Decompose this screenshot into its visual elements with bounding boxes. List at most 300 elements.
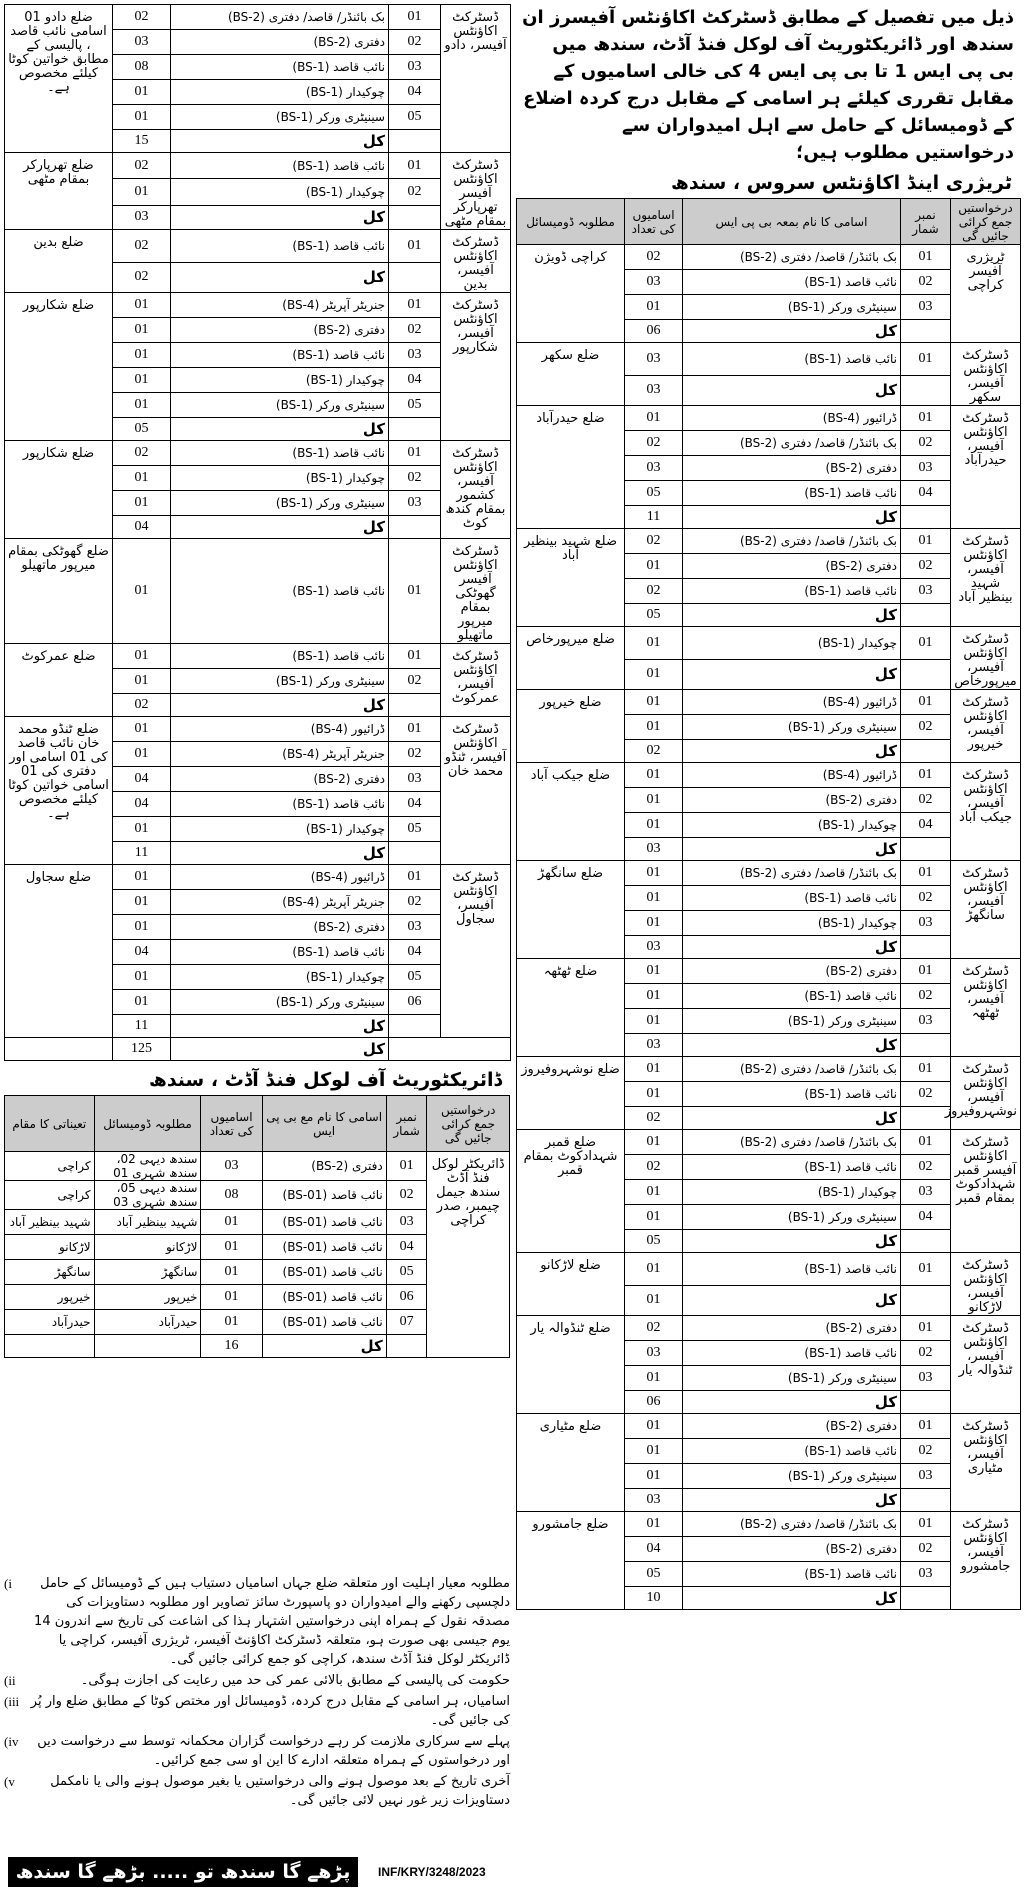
serial-cell: 02 [389, 742, 441, 767]
total-label: کل [683, 659, 901, 689]
blank-cell [901, 320, 951, 343]
post-cell: نائب قاصد (BS-01) [262, 1310, 386, 1335]
post-cell: چوکیدار (BS-1) [683, 911, 901, 936]
serial-cell: 01 [389, 441, 441, 466]
count-cell: 02 [113, 230, 171, 263]
post-cell: سینیٹری ورکر (BS-1) [171, 105, 389, 130]
post-cell: نائب قاصد (BS-1) [171, 55, 389, 80]
serial-cell: 01 [389, 865, 441, 890]
table-row [517, 763, 1021, 788]
post-cell: نائب قاصد (BS-1) [171, 644, 389, 669]
post-cell: سینیٹری ورکر (BS-1) [683, 1366, 901, 1391]
post-cell: جنریٹر آپریٹر (BS-4) [171, 293, 389, 318]
domicile-cell: ضلع شکارپور [5, 441, 113, 539]
table-row [517, 690, 1021, 715]
blank-cell [389, 130, 441, 153]
serial-cell: 05 [389, 393, 441, 418]
total-value: 02 [625, 740, 683, 763]
serial-cell: 01 [901, 1316, 951, 1341]
footer [8, 1857, 508, 1887]
domicile-cell: سندھ دیہی 05، سندھ شہری 03 [94, 1181, 201, 1210]
post-cell: نائب قاصد (BS-1) [683, 481, 901, 506]
post-cell: چوکیدار (BS-1) [171, 817, 389, 842]
total-value: 06 [625, 1391, 683, 1414]
blank-cell [901, 375, 951, 405]
note-number: (i [4, 1576, 12, 1591]
serial-cell: 01 [901, 343, 951, 376]
count-cell: 01 [201, 1210, 262, 1235]
total-value: 06 [625, 320, 683, 343]
count-cell: 04 [625, 1537, 683, 1562]
table-row [517, 861, 1021, 886]
serial-cell: 04 [901, 813, 951, 838]
count-cell: 01 [625, 406, 683, 431]
domicile-cell: ضلع خیرپور [517, 690, 625, 763]
dir-header-station: تعیناتی کا مقام [5, 1096, 95, 1152]
blank-cell [901, 1230, 951, 1253]
post-cell: نائب قاصد (BS-01) [262, 1285, 386, 1310]
office-cell: ڈسٹرکٹ اکاؤنٹس آفیسر، ٹھٹھہ [951, 959, 1021, 1057]
serial-cell: 07 [386, 1310, 427, 1335]
post-cell: سینیٹری ورکر (BS-1) [683, 1464, 901, 1489]
domicile-cell: ضلع سانگھڑ [517, 861, 625, 959]
domicile-cell: ضلع گھوٹکی بمقام میرپور ماتھیلو [5, 539, 113, 644]
serial-cell: 03 [389, 491, 441, 516]
serial-cell: 02 [901, 1537, 951, 1562]
right-column [516, 4, 1020, 1610]
total-label: کل [171, 262, 389, 292]
post-cell: چوکیدار (BS-1) [171, 965, 389, 990]
total-value: 15 [113, 130, 171, 153]
total-label: کل [171, 1015, 389, 1038]
station-cell: شہید بینظیر آباد [5, 1210, 95, 1235]
table-row [517, 245, 1021, 270]
count-cell: 05 [625, 1562, 683, 1587]
total-value: 11 [625, 506, 683, 529]
note-item [4, 1692, 510, 1730]
serial-cell: 01 [901, 627, 951, 660]
table-row [517, 1414, 1021, 1439]
count-cell: 01 [625, 788, 683, 813]
serial-cell: 02 [389, 318, 441, 343]
blank-cell [389, 418, 441, 441]
total-value: 10 [625, 1587, 683, 1610]
office-cell: ڈسٹرکٹ اکاؤنٹس آفیسر، خیرپور [951, 690, 1021, 763]
serial-cell: 01 [389, 153, 441, 179]
serial-cell: 01 [389, 539, 441, 644]
treasury-heading: ٹریژری اینڈ اکاؤنٹس سروس ، سندھ [671, 172, 1012, 194]
blank-cell [389, 516, 441, 539]
blank-cell [901, 659, 951, 689]
serial-cell: 01 [901, 959, 951, 984]
table-row [5, 153, 511, 179]
dir-header-domicile: مطلوبہ ڈومیسائل [94, 1096, 201, 1152]
post-cell: نائب قاصد (BS-1) [683, 343, 901, 376]
blank-cell [901, 1034, 951, 1057]
serial-cell: 02 [389, 30, 441, 55]
post-cell: نائب قاصد (BS-1) [171, 539, 389, 644]
note-item [4, 1574, 510, 1669]
count-cell: 01 [201, 1285, 262, 1310]
table-row [5, 865, 511, 890]
post-cell: بک بائنڈر/ قاصد/ دفتری (BS-2) [683, 529, 901, 554]
note-text: پہلے سے سرکاری ملازمت کر رہے درخواست گزاران محکمانہ توسط سے درخواست دیں اور درخواستوں کے ہمراہ متعلقہ ادارے کا این او سی جمع کرائیں۔ [37, 1734, 510, 1768]
serial-cell: 04 [389, 80, 441, 105]
post-cell: نائب قاصد (BS-01) [262, 1235, 386, 1260]
blank-cell [389, 694, 441, 717]
total-value: 05 [625, 1230, 683, 1253]
total-label: کل [683, 740, 901, 763]
count-cell: 01 [113, 915, 171, 940]
serial-cell: 02 [389, 669, 441, 694]
count-cell: 02 [113, 441, 171, 466]
count-cell: 01 [625, 984, 683, 1009]
post-cell: سینیٹری ورکر (BS-1) [683, 715, 901, 740]
post-cell: سینیٹری ورکر (BS-1) [171, 393, 389, 418]
count-cell: 02 [625, 245, 683, 270]
serial-cell: 06 [386, 1285, 427, 1310]
post-cell: سینیٹری ورکر (BS-1) [171, 990, 389, 1015]
total-label: کل [171, 694, 389, 717]
domicile-cell: ضلع شہید بینظیر آباد [517, 529, 625, 627]
table-row [5, 539, 511, 644]
domicile-cell: سانگھڑ [94, 1260, 201, 1285]
post-cell: بک بائنڈر/ قاصد/ دفتری (BS-2) [683, 431, 901, 456]
domicile-cell: ضلع ٹنڈو محمد خان نائب قاصد کی 01 اسامی اور دفتری کی 01 اسامی خواتین کوٹا کیلئے مخصوص ہے۔ [5, 717, 113, 865]
post-cell: دفتری (BS-2) [683, 788, 901, 813]
serial-cell: 04 [901, 1205, 951, 1230]
blank-cell [389, 842, 441, 865]
blank-cell [389, 205, 441, 229]
total-label: کل [171, 130, 389, 153]
table-row [517, 959, 1021, 984]
domicile-cell: لاڑکانو [94, 1235, 201, 1260]
post-cell: نائب قاصد (BS-1) [171, 441, 389, 466]
post-cell: ڈرائیور (BS-4) [683, 406, 901, 431]
count-cell: 01 [113, 990, 171, 1015]
count-cell: 01 [113, 890, 171, 915]
total-value: 05 [113, 418, 171, 441]
domicile-cell: ضلع لاڑکانو [517, 1253, 625, 1316]
post-cell: دفتری (BS-2) [171, 767, 389, 792]
office-cell: ڈسٹرکٹ اکاؤنٹس آفیسر، ٹنڈو محمد خان [441, 717, 511, 865]
note-number: (ii [4, 1673, 16, 1688]
serial-cell: 02 [901, 431, 951, 456]
count-cell: 01 [625, 295, 683, 320]
blank-cell [5, 1335, 95, 1358]
total-value: 01 [625, 659, 683, 689]
count-cell: 01 [113, 865, 171, 890]
total-label: کل [683, 604, 901, 627]
count-cell: 03 [625, 456, 683, 481]
post-cell: نائب قاصد (BS-1) [683, 984, 901, 1009]
total-value: 11 [113, 1015, 171, 1038]
serial-cell: 04 [389, 368, 441, 393]
serial-cell: 02 [386, 1181, 427, 1210]
directorate-table [4, 1095, 510, 1358]
station-cell: سانگھڑ [5, 1260, 95, 1285]
total-value: 04 [113, 516, 171, 539]
serial-cell: 01 [901, 1414, 951, 1439]
count-cell: 01 [625, 886, 683, 911]
post-cell: سینیٹری ورکر (BS-1) [171, 669, 389, 694]
blank-cell [901, 838, 951, 861]
post-cell: نائب قاصد (BS-01) [262, 1181, 386, 1210]
serial-cell: 01 [901, 406, 951, 431]
count-cell: 01 [113, 105, 171, 130]
post-cell: بک بائنڈر/ قاصد/ دفتری (BS-2) [683, 245, 901, 270]
serial-cell: 03 [901, 579, 951, 604]
count-cell: 01 [625, 1253, 683, 1286]
serial-cell: 03 [389, 767, 441, 792]
table-row [517, 1130, 1021, 1155]
post-cell: دفتری (BS-2) [683, 959, 901, 984]
station-cell: کراچی [5, 1181, 95, 1210]
serial-cell: 01 [901, 1253, 951, 1286]
table-row [517, 529, 1021, 554]
serial-cell: 01 [389, 5, 441, 30]
post-cell: ڈرائیور (BS-4) [683, 690, 901, 715]
blank-cell [901, 1391, 951, 1414]
office-cell: ڈسٹرکٹ اکاؤنٹس آفیسر، مٹیاری [951, 1414, 1021, 1512]
office-cell: ڈسٹرکٹ اکاؤنٹس آفیسر، شکارپور [441, 293, 511, 441]
serial-cell: 02 [901, 1082, 951, 1107]
office-cell: ڈسٹرکٹ اکاؤنٹس آفیسر، کشمور بمقام کندھ کوٹ [441, 441, 511, 539]
total-label: کل [171, 205, 389, 229]
count-cell: 08 [201, 1181, 262, 1210]
count-cell: 02 [625, 1155, 683, 1180]
post-cell: ڈرائیور (BS-4) [683, 763, 901, 788]
intro-paragraph: ذیل میں تفصیل کے مطابق ڈسٹرکٹ اکاؤنٹس آفیسرز ان سندھ اور ڈائریکٹوریٹ آف لوکل فنڈ آڈٹ، سندھ میں بی پی ایس 1 تا بی پی ایس 4 کی خالی اسامیوں کے مقابل تقرری کیلئے ہر اسامی کے مقابل درج کردہ اضلاع کے ڈومیسائل کے حامل سے اہل امیدواران سے درخواستیں مطلوب ہیں؛ [522, 7, 1014, 163]
office-cell: ڈسٹرکٹ اکاؤنٹس آفیسر، جیکب آباد [951, 763, 1021, 861]
total-label: کل [683, 1391, 901, 1414]
total-value: 11 [113, 842, 171, 865]
table-row [5, 717, 511, 742]
note-number: (v [4, 1774, 15, 1789]
domicile-cell: ضلع حیدرآباد [517, 406, 625, 529]
domicile-cell: کراچی ڈویژن [517, 245, 625, 343]
serial-cell: 01 [389, 230, 441, 263]
count-cell: 03 [625, 1341, 683, 1366]
blank-cell [389, 1015, 441, 1038]
total-label: کل [171, 842, 389, 865]
total-label: کل [683, 1489, 901, 1512]
post-cell: نائب قاصد (BS-1) [683, 1253, 901, 1286]
post-cell: دفتری (BS-2) [683, 456, 901, 481]
dir-header-count: اسامیوں کی تعداد [201, 1096, 262, 1152]
serial-cell: 04 [389, 940, 441, 965]
dir-header-office: درخواستیں جمع کرائی جائیں گی [427, 1096, 510, 1152]
total-value: 03 [625, 1034, 683, 1057]
post-cell: نائب قاصد (BS-1) [683, 579, 901, 604]
count-cell: 01 [113, 742, 171, 767]
domicile-cell: ضلع سجاول [5, 865, 113, 1038]
serial-cell: 02 [901, 715, 951, 740]
serial-cell: 03 [901, 1562, 951, 1587]
post-cell: دفتری (BS-2) [171, 30, 389, 55]
domicile-cell: ضلع قمبر شہدادکوٹ بمقام قمبر [517, 1130, 625, 1253]
total-value: 02 [113, 694, 171, 717]
serial-cell: 03 [389, 915, 441, 940]
note-text: اسامیاں، ہر اسامی کے مقابل درج کردہ، ڈومیسائل اور مختص کوٹا کے مطابق ضلع وار پُر کی جائیں گی۔ [30, 1694, 510, 1728]
dir-header-serial: نمبر شمار [386, 1096, 427, 1152]
serial-cell: 01 [901, 763, 951, 788]
count-cell: 01 [625, 1009, 683, 1034]
office-cell: ڈسٹرکٹ اکاؤنٹس آفیسر، ٹنڈوالہ یار [951, 1316, 1021, 1414]
note-item [4, 1772, 510, 1810]
post-cell: نائب قاصد (BS-1) [171, 153, 389, 179]
post-cell: دفتری (BS-2) [262, 1152, 386, 1181]
count-cell: 01 [201, 1310, 262, 1335]
count-cell: 03 [201, 1152, 262, 1181]
office-cell: ڈسٹرکٹ اکاؤنٹس آفیسر، شہید بینظیر آباد [951, 529, 1021, 627]
post-cell: بک بائنڈر/ قاصد/ دفتری (BS-2) [683, 1130, 901, 1155]
note-number: (iii [4, 1694, 20, 1709]
table-row [5, 230, 511, 263]
total-value: 03 [625, 375, 683, 405]
district-table-continued [4, 4, 511, 1061]
dir-total-label: کل [262, 1335, 386, 1358]
serial-cell: 03 [901, 1366, 951, 1391]
count-cell: 01 [201, 1260, 262, 1285]
post-cell: نائب قاصد (BS-01) [262, 1210, 386, 1235]
serial-cell: 02 [389, 890, 441, 915]
note-item [4, 1671, 510, 1690]
total-label: کل [683, 1230, 901, 1253]
header-serial: نمبر شمار [901, 199, 951, 245]
serial-cell: 01 [901, 1130, 951, 1155]
domicile-cell: خیرپور [94, 1285, 201, 1310]
dir-row [5, 1152, 510, 1181]
serial-cell: 02 [901, 788, 951, 813]
office-cell: ڈسٹرکٹ اکاؤنٹس آفیسر، حیدرآباد [951, 406, 1021, 529]
office-cell: ڈسٹرکٹ اکاؤنٹس آفیسر، نوشہروفیروز [951, 1057, 1021, 1130]
serial-cell: 02 [389, 179, 441, 205]
left-column [4, 4, 510, 1358]
post-cell: نائب قاصد (BS-1) [171, 343, 389, 368]
serial-cell: 04 [386, 1235, 427, 1260]
blank-cell [386, 1335, 427, 1358]
office-cell: ڈسٹرکٹ اکاؤنٹس آفیسر، سکھر [951, 343, 1021, 406]
station-cell: لاڑکانو [5, 1235, 95, 1260]
header-domicile: مطلوبہ ڈومیسائل [517, 199, 625, 245]
total-value: 03 [113, 205, 171, 229]
post-cell: سینیٹری ورکر (BS-1) [171, 491, 389, 516]
blank-cell [901, 1489, 951, 1512]
total-label: کل [683, 320, 901, 343]
total-label: کل [683, 375, 901, 405]
blank-cell [901, 1107, 951, 1130]
post-cell: سینیٹری ورکر (BS-1) [683, 1205, 901, 1230]
terms-notes [4, 1574, 510, 1812]
count-cell: 01 [113, 393, 171, 418]
count-cell: 01 [113, 669, 171, 694]
station-cell: خیرپور [5, 1285, 95, 1310]
domicile-cell: ضلع دادو 01 اسامی نائب قاصد ، پالیسی کے مطابق خواتین کوٹا کیلئے مخصوص ہے۔ [5, 5, 113, 153]
count-cell: 04 [113, 767, 171, 792]
header-post: اسامی کا نام بمعہ بی پی ایس [683, 199, 901, 245]
count-cell: 02 [625, 529, 683, 554]
post-cell: بک بائنڈر/ قاصد/ دفتری (BS-2) [683, 861, 901, 886]
total-label: کل [171, 516, 389, 539]
serial-cell: 02 [901, 984, 951, 1009]
blank-cell [389, 1038, 511, 1061]
count-cell: 01 [625, 1366, 683, 1391]
serial-cell: 03 [901, 911, 951, 936]
serial-cell: 05 [386, 1260, 427, 1285]
blank-cell [901, 936, 951, 959]
serial-cell: 03 [901, 1009, 951, 1034]
note-number: (iv [4, 1734, 19, 1749]
count-cell: 03 [625, 343, 683, 376]
dir-total-value: 16 [201, 1335, 262, 1358]
post-cell: نائب قاصد (BS-1) [683, 1562, 901, 1587]
post-cell: نائب قاصد (BS-1) [683, 1082, 901, 1107]
serial-cell: 06 [389, 990, 441, 1015]
table-row [5, 644, 511, 669]
count-cell: 01 [625, 813, 683, 838]
count-cell: 01 [625, 763, 683, 788]
count-cell: 01 [113, 318, 171, 343]
domicile-cell: ضلع سکھر [517, 343, 625, 406]
post-cell: دفتری (BS-2) [683, 1316, 901, 1341]
post-cell: دفتری (BS-2) [171, 915, 389, 940]
count-cell: 01 [625, 1130, 683, 1155]
blank-cell [901, 1587, 951, 1610]
serial-cell: 05 [389, 105, 441, 130]
office-cell: ٹریژری آفیسر کراچی [951, 245, 1021, 343]
serial-cell: 01 [389, 717, 441, 742]
note-item [4, 1732, 510, 1770]
table-row [517, 1253, 1021, 1286]
post-cell: جنریٹر آپریٹر (BS-4) [171, 742, 389, 767]
post-cell: چوکیدار (BS-1) [171, 179, 389, 205]
post-cell: ڈرائیور (BS-4) [171, 865, 389, 890]
grand-total-value: 125 [113, 1038, 171, 1061]
count-cell: 02 [625, 431, 683, 456]
domicile-cell: ضلع بدین [5, 230, 113, 293]
count-cell: 01 [625, 1464, 683, 1489]
total-value: 01 [625, 1285, 683, 1315]
domicile-cell: حیدرآباد [94, 1310, 201, 1335]
total-label: کل [683, 936, 901, 959]
count-cell: 03 [625, 270, 683, 295]
slogan-banner: پڑھے گا سندھ تو ..... بڑھے گا سندھ [8, 1857, 358, 1887]
post-cell: چوکیدار (BS-1) [171, 368, 389, 393]
total-label: کل [683, 506, 901, 529]
count-cell: 03 [113, 30, 171, 55]
domicile-cell: ضلع ٹھٹھہ [517, 959, 625, 1057]
total-label: کل [683, 1285, 901, 1315]
count-cell: 01 [625, 1439, 683, 1464]
office-cell: ڈائریکٹر لوکل فنڈ آڈٹ سندھ جیمل چیمبر، صدر کراچی [427, 1152, 510, 1358]
serial-cell: 02 [901, 270, 951, 295]
serial-cell: 03 [389, 55, 441, 80]
office-cell: ڈسٹرکٹ اکاؤنٹس آفیسر، عمرکوٹ [441, 644, 511, 717]
count-cell: 05 [625, 481, 683, 506]
advertisement-code: INF/KRY/3248/2023 [378, 1865, 486, 1879]
table-row [5, 441, 511, 466]
post-cell: نائب قاصد (BS-1) [171, 792, 389, 817]
domicile-cell: ضلع میرپورخاص [517, 627, 625, 690]
serial-cell: 01 [389, 644, 441, 669]
count-cell: 02 [113, 153, 171, 179]
post-cell: ڈرائیور (BS-4) [171, 717, 389, 742]
count-cell: 01 [625, 627, 683, 660]
post-cell: چوکیدار (BS-1) [171, 466, 389, 491]
count-cell: 01 [113, 343, 171, 368]
header-count: اسامیوں کی تعداد [625, 199, 683, 245]
